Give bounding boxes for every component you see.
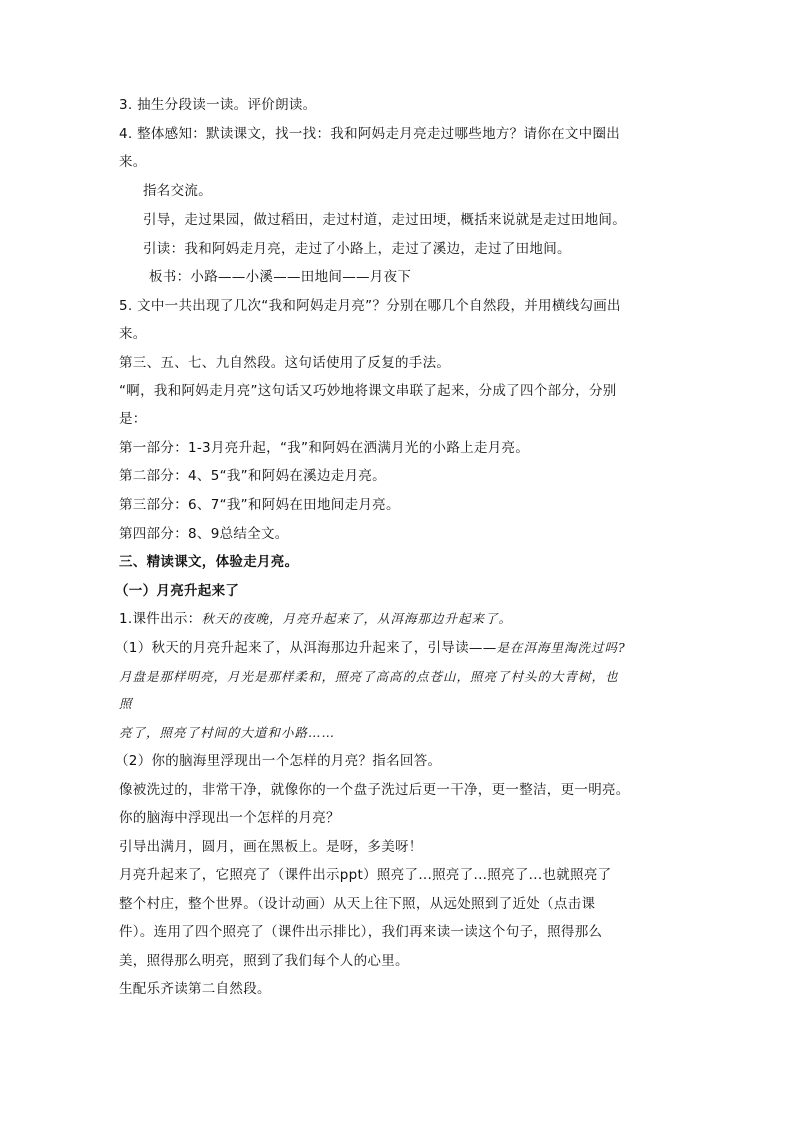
text-line: 引导出满月，圆月，画在黑板上。是呀，多美呀！ bbox=[119, 839, 423, 855]
text-line bbox=[115, 639, 626, 657]
text-line: 月盘是那样明亮，月光是那样柔和，照亮了高高的点苍山，照亮了村头的大青树，也 bbox=[119, 669, 619, 684]
text-line: 第三、五、七、九自然段。这句话使用了反复的手法。 bbox=[119, 355, 451, 371]
text-line: 照 bbox=[119, 696, 133, 711]
text-line: 板书：小路——小溪——田地间——月夜下 bbox=[149, 269, 412, 285]
text-line: 第三部分：6、7“我”和阿妈在田地间走月亮。 bbox=[119, 497, 400, 513]
subsection-heading: （一）月亮升起来了 bbox=[115, 583, 240, 599]
text-line: 来。 bbox=[119, 326, 147, 342]
guide-text: （1）秋天的月亮升起来了，从洱海那边升起来了，引导读—— bbox=[115, 640, 497, 656]
text-line: 引读：我和阿妈走月亮，走过了小路上，走过了溪边，走过了田地间。 bbox=[143, 241, 571, 257]
text-line: 来。 bbox=[119, 154, 147, 170]
text-line: 引导，走过果园，做过稻田，走过村道，走过田埂，概括来说就是走过田地间。 bbox=[143, 212, 626, 228]
text-line: 件）。连用了四个照亮了（课件出示排比），我们再来读一读这个句子，照得那么 bbox=[119, 924, 603, 940]
text-line: 指名交流。 bbox=[143, 183, 212, 199]
text-line: 5. 文中一共出现了几次“我和阿妈走月亮”？分别在哪几个自然段，并用横线勾画出 bbox=[119, 298, 621, 314]
text-line: 生配乐齐读第二自然段。 bbox=[119, 981, 271, 997]
courseware-quote: 秋天的夜晚，月亮升起来了，从洱海那边升起来了。 bbox=[201, 611, 512, 626]
text-line: 整个村庄，整个世界。（设计动画）从天上往下照，从远处照到了近处（点击课 bbox=[119, 896, 596, 912]
guide-quote: 是在洱海里淘洗过吗? bbox=[496, 640, 626, 655]
text-line: 第四部分：8、9总结全文。 bbox=[119, 526, 289, 542]
text-line: 亮了，照亮了村间的大道和小路…… bbox=[119, 725, 336, 740]
text-line: 美，照得那么明亮，照到了我们每个人的心里。 bbox=[119, 953, 409, 969]
text-line: 4. 整体感知：默读课文，找一找：我和阿妈走月亮走过哪些地方？请你在文中圈出 bbox=[119, 126, 621, 142]
section-heading: 三、精读课文，体验走月亮。 bbox=[119, 554, 299, 570]
text-line: 你的脑海中浮现出一个怎样的月亮？ bbox=[119, 810, 340, 826]
text-line: 第二部分：4、5“我”和阿妈在溪边走月亮。 bbox=[119, 468, 386, 484]
text-line: 是： bbox=[119, 411, 147, 427]
text-line bbox=[119, 610, 512, 628]
text-line: 月亮升起来了，它照亮了（课件出示ppt）照亮了...照亮了...照亮了...也就照亮了 bbox=[119, 867, 612, 883]
text-line: 3. 抽生分段读一读。评价朗读。 bbox=[119, 97, 317, 113]
text-line: 像被洗过的，非常干净，就像你的一个盘子洗过后更一干净，更一整洁，更一明亮。 bbox=[119, 782, 630, 798]
courseware-label: 1.课件出示： bbox=[119, 611, 202, 627]
text-line: （2）你的脑海里浮现出一个怎样的月亮？指名回答。 bbox=[115, 753, 442, 769]
text-line: “啊，我和阿妈走月亮”这句话又巧妙地将课文串联了起来，分成了四个部分，分别 bbox=[119, 383, 617, 399]
text-line: 第一部分：1-3月亮升起，“我”和阿妈在洒满月光的小路上走月亮。 bbox=[119, 440, 530, 456]
